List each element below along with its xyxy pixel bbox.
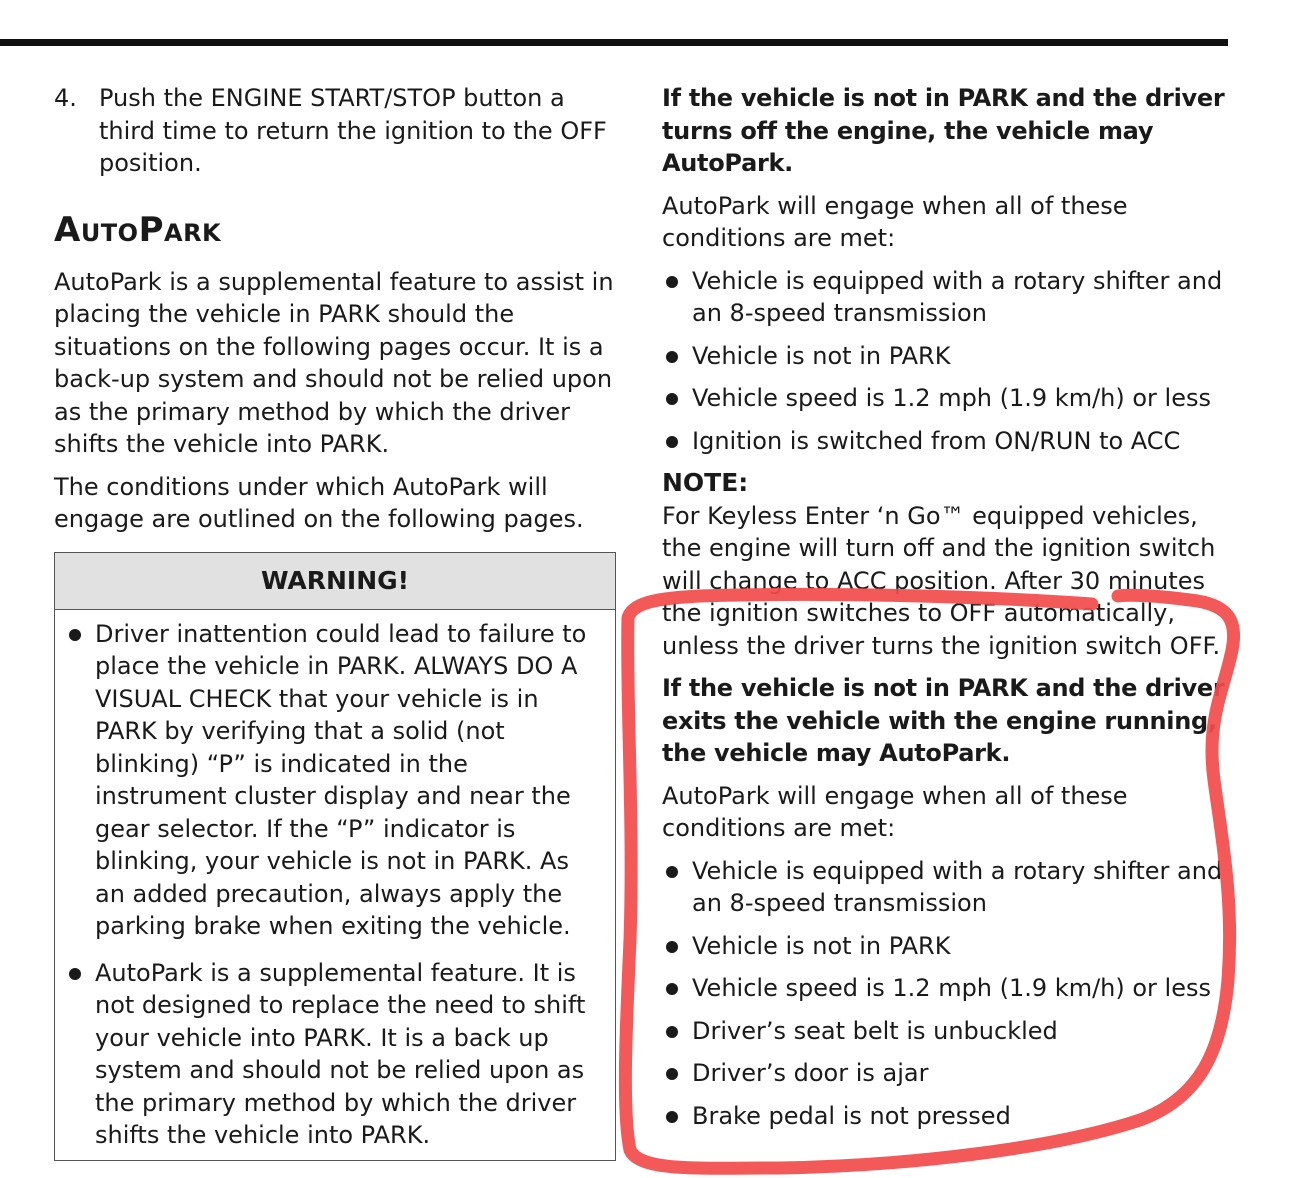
condition-text: Vehicle is not in PARK [692, 931, 951, 960]
condition-item [662, 340, 1232, 373]
condition-text: Vehicle speed is 1.2 mph (1.9 km/h) or less [692, 974, 1211, 1002]
step-text: Push the ENGINE START/STOP button a third time to return the ignition to the OFF position. [99, 84, 607, 177]
warning-list [65, 618, 605, 1152]
condition-item [662, 855, 1232, 920]
bullet-icon [666, 941, 678, 953]
step-number: 4. [54, 84, 77, 112]
bullet-icon [666, 866, 678, 878]
condition-item [662, 972, 1232, 1005]
bullet-icon [666, 1068, 678, 1080]
condition-item [662, 1100, 1232, 1133]
condition-text: Driver’s door is ajar [692, 1059, 929, 1087]
warning-title: WARNING! [55, 553, 615, 610]
top-rule [0, 39, 1228, 46]
condition-text: Vehicle is not in PARK [692, 341, 951, 370]
bullet-icon [666, 351, 678, 363]
note-title: NOTE: [662, 468, 749, 497]
bullet-icon [666, 1111, 678, 1123]
note-text: For Keyless Enter ‘n Go™ equipped vehicles, the engine will turn off and the ignition switch will change to ACC position. After 30 minutes the ignition switches to OFF automatically, unless the driver turns the ignition switch OFF. [662, 501, 1221, 660]
warning-item [65, 618, 605, 943]
section1-conditions [662, 265, 1232, 458]
bullet-icon [666, 436, 678, 448]
bullet-icon [666, 276, 678, 288]
condition-item [662, 382, 1232, 415]
section1-lead: If the vehicle is not in PARK and the driver turns off the engine, the vehicle may AutoPark. [662, 84, 1225, 177]
condition-item [662, 265, 1232, 330]
right-column [662, 82, 1232, 1142]
condition-item [662, 1057, 1232, 1090]
bullet-icon [666, 393, 678, 405]
bullet-icon [666, 1026, 678, 1038]
left-column [54, 82, 614, 1161]
warning-item-text: Driver inattention could lead to failure to place the vehicle in PARK. ALWAYS DO A VISUAL CHECK that your vehicle is in PARK by verifying that a solid (not blinking) “P” is indicated in the instrument cluster display and near the gear selector. If the “P” indicator is blinking, your vehicle is not in PARK. As an added precaution, always apply the parking brake when exiting the vehicle. [95, 619, 587, 940]
bullet-icon [69, 968, 81, 980]
bullet-icon [69, 629, 81, 641]
section2-lead: If the vehicle is not in PARK and the driver exits the vehicle with the engine running, the vehicle may AutoPark. [662, 674, 1225, 767]
warning-body [55, 610, 615, 1160]
intro-paragraph: AutoPark is a supplemental feature to assist in placing the vehicle in PARK should the situations on the following pages occur. It is a back-up system and should not be relied upon as the primary method by which the driver shifts the vehicle into PARK. [54, 267, 614, 458]
warning-item [65, 957, 605, 1152]
condition-text: Vehicle speed is 1.2 mph (1.9 km/h) or less [692, 384, 1211, 412]
section2-intro: AutoPark will engage when all of these conditions are met: [662, 781, 1128, 842]
condition-item [662, 1015, 1232, 1048]
condition-text: Ignition is switched from ON/RUN to ACC [692, 426, 1181, 455]
warning-box [54, 552, 616, 1161]
autopark-heading: AutoPark [54, 209, 222, 250]
bullet-icon [666, 983, 678, 995]
condition-text: Vehicle is equipped with a rotary shifter and an 8-speed transmission [692, 856, 1223, 917]
condition-text: Driver’s seat belt is unbuckled [692, 1016, 1058, 1045]
conditions-paragraph: The conditions under which AutoPark will engage are outlined on the following pages. [54, 472, 584, 533]
step-4 [54, 82, 614, 180]
warning-item-text: AutoPark is a supplemental feature. It is not designed to replace the need to shift your vehicle into PARK. It is a back up system and should not be relied upon as the primary method by which the driver shifts the vehicle into PARK. [95, 958, 586, 1149]
section1-intro: AutoPark will engage when all of these conditions are met: [662, 191, 1128, 252]
condition-item [662, 930, 1232, 963]
condition-text: Vehicle is equipped with a rotary shifter and an 8-speed transmission [692, 266, 1223, 327]
condition-item [662, 425, 1232, 458]
condition-text: Brake pedal is not pressed [692, 1101, 1011, 1130]
section2-conditions [662, 855, 1232, 1133]
